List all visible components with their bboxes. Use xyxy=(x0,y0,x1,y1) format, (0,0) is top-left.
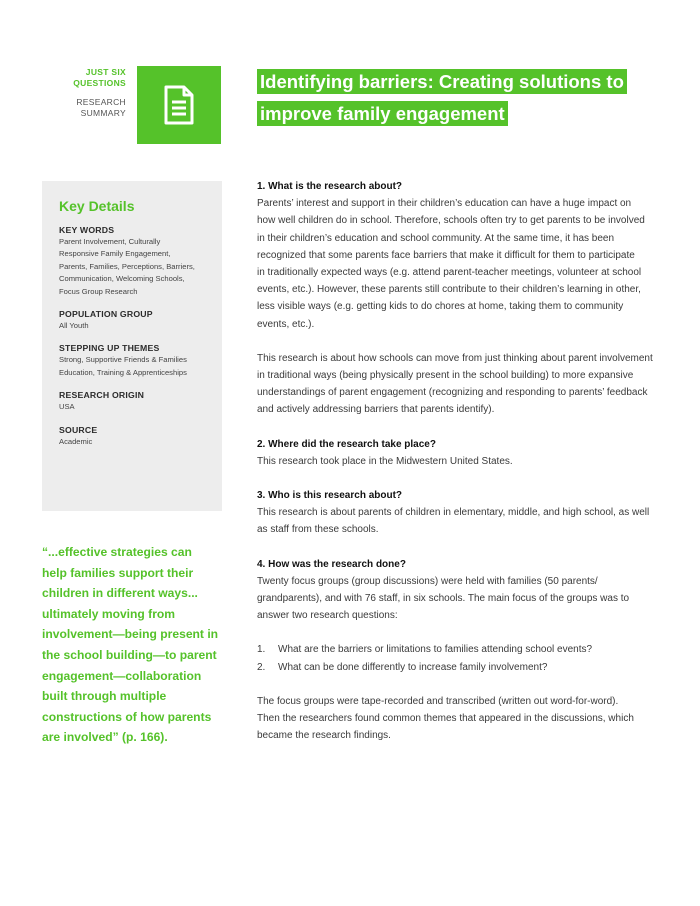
text-line: answer two research questions: xyxy=(257,610,398,622)
pull-quote xyxy=(42,542,224,748)
research-origin-value: USA xyxy=(59,402,75,412)
quote-line: engagement—collaboration xyxy=(42,668,202,683)
text-line: grandparents), and with 76 staff, in six schools. The main focus of the groups was to xyxy=(257,593,630,605)
quote-line: involvement—being present in xyxy=(42,627,219,642)
title-line-2: improve family engagement xyxy=(257,101,508,126)
research-origin-block xyxy=(59,390,210,413)
section-1-heading: 1. What is the research about? xyxy=(257,181,403,192)
text-line: became the research findings. xyxy=(257,730,391,742)
text-line: events, etc.). xyxy=(257,318,315,330)
text-line: in traditional ways (being physically present in the school building) to more expansive xyxy=(257,370,634,382)
page-title xyxy=(257,66,657,130)
key-details-panel xyxy=(42,181,222,511)
quote-line: built through multiple xyxy=(42,689,167,704)
key-words-line: Parent Involvement, Culturally xyxy=(59,237,161,246)
key-words-label: KEY WORDS xyxy=(59,225,115,235)
text-line: The focus groups were tape-recorded and transcribed (written out word-for-word). xyxy=(257,695,619,707)
stepping-up-themes-line: Education, Training & Apprenticeships xyxy=(59,367,187,377)
text-line: understandings of parent engagement (recognizing and responding to parents’ feedback xyxy=(257,387,648,399)
population-group-value: All Youth xyxy=(59,321,89,331)
text-line: and actively addressing barriers that parents identify). xyxy=(257,404,495,416)
key-words-line: Parents, Families, Perceptions, Barriers, xyxy=(59,261,195,271)
text-line: Twenty focus groups (group discussions) were held with families (50 parents/ xyxy=(257,575,598,587)
brand-line-2: QUESTIONS xyxy=(73,78,126,88)
quote-line: are involved” (p. 166). xyxy=(42,730,168,745)
text-line: as staff from these schools. xyxy=(257,524,379,536)
quote-line: constructions of how parents xyxy=(42,709,212,724)
quote-line: the school building—to parent xyxy=(42,647,217,662)
population-group-label: POPULATION GROUP xyxy=(59,309,153,320)
text-line: recognized that some parents face barriers that make it difficult for them to participate xyxy=(257,249,635,261)
text-line: events, etc.). However, these parents still contribute to their children’s learning in other, xyxy=(257,284,641,296)
brand-line-1: JUST SIX xyxy=(85,67,126,77)
title-line-1: Identifying barriers: Creating solutions to xyxy=(257,69,627,94)
list-item xyxy=(257,659,657,676)
research-origin-label: RESEARCH ORIGIN xyxy=(59,390,145,401)
text-line: less visible ways (e.g. getting kids to do chores at home, taking them to community xyxy=(257,301,624,313)
text-line: in traditionally expected ways (e.g. attend parent-teacher meetings, volunteer at school xyxy=(257,267,642,279)
text-line: how well children do in school. Therefore, schools often try to get parents to be involved xyxy=(257,215,645,227)
section-4-heading: 4. How was the research done? xyxy=(257,558,406,570)
source-label: SOURCE xyxy=(59,424,98,435)
main-content xyxy=(257,178,657,744)
stepping-up-themes-block xyxy=(59,343,210,379)
section-2-paragraph: This research took place in the Midwestern United States. xyxy=(257,455,513,467)
key-words-line: Communication, Welcoming Schools, xyxy=(59,274,185,284)
document-icon xyxy=(163,85,195,125)
text-line: This research is about parents of children in elementary, middle, and high school, as well xyxy=(257,507,650,519)
text-line: Then the researchers found common themes that appeared in the discussions, which xyxy=(257,713,634,725)
brand-label xyxy=(60,67,126,119)
quote-line: ultimately moving from xyxy=(42,606,176,621)
key-words-line: Focus Group Research xyxy=(59,286,138,296)
document-badge xyxy=(137,66,221,144)
list-text: What can be done differently to increase family involvement? xyxy=(278,661,548,673)
section-2-heading: 2. Where did the research take place? xyxy=(257,438,436,450)
key-details-heading: Key Details xyxy=(59,198,135,214)
section-3-heading: 3. Who is this research about? xyxy=(257,490,403,502)
brand-sub-2: SUMMARY xyxy=(80,108,126,118)
section-4-paragraph-1 xyxy=(257,573,657,625)
key-words-block xyxy=(59,225,210,298)
brand-sub-1: RESEARCH xyxy=(76,97,126,107)
quote-line: “...effective strategies can xyxy=(42,545,192,559)
text-line: in their children’s education and school community. At the same time, it has been xyxy=(257,232,615,244)
source-block xyxy=(59,425,210,448)
stepping-up-themes-value xyxy=(59,354,210,379)
section-3-paragraph xyxy=(257,504,657,538)
quote-line: help families support their xyxy=(42,565,194,580)
source-value: Academic xyxy=(59,436,93,446)
quote-line: children in different ways... xyxy=(42,586,198,601)
population-group-block xyxy=(59,309,210,332)
list-text: What are the barriers or limitations to families attending school events? xyxy=(278,644,593,656)
list-number: 1. xyxy=(257,644,266,656)
list-number: 2. xyxy=(257,661,266,673)
stepping-up-themes-line: Strong, Supportive Friends & Families xyxy=(59,355,187,365)
stepping-up-themes-label: STEPPING UP THEMES xyxy=(59,343,160,354)
key-words-value xyxy=(59,236,210,298)
list-item xyxy=(257,641,657,658)
section-1-paragraph-2 xyxy=(257,350,657,419)
key-words-line: Responsive Family Engagement, xyxy=(59,249,171,259)
section-4-paragraph-2 xyxy=(257,693,657,745)
text-line: This research is about how schools can move from just thinking about parent involvement xyxy=(257,352,653,364)
section-1-paragraph-1 xyxy=(257,195,657,333)
text-line: Parents’ interest and support in their children’s education can have a huge impact on xyxy=(257,198,632,210)
research-questions-list xyxy=(257,641,657,675)
